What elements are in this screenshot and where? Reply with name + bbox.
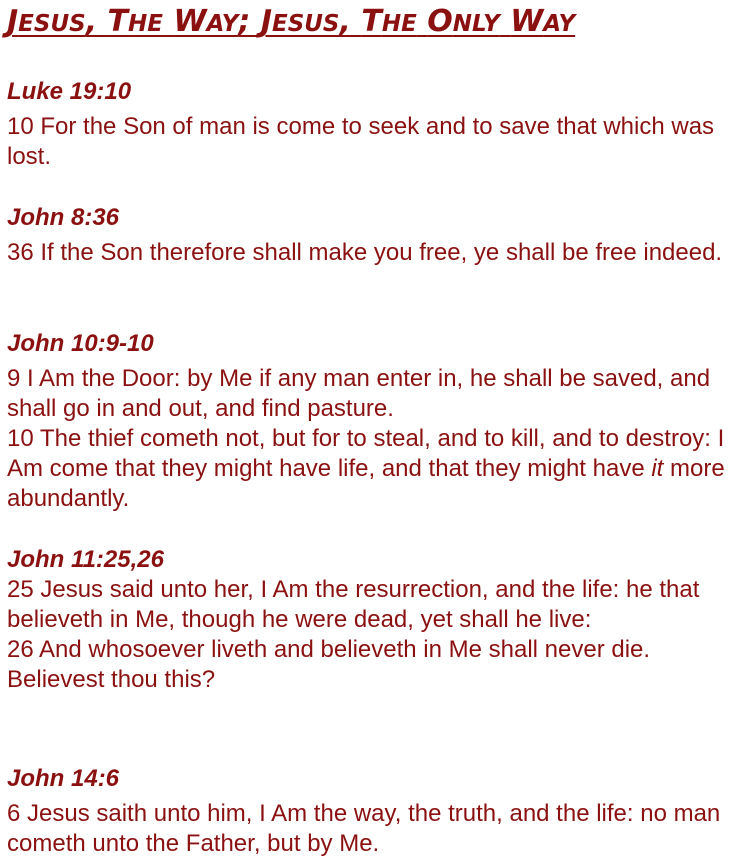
passage-john-11-25-26 [7,545,727,695]
title-separator [500,4,510,39]
passage-john-14-6 [7,764,727,859]
verse-text-part: more abundantly. [7,455,725,512]
title-separator [163,4,173,39]
title-word: HE [128,11,163,37]
title-word: O [427,4,453,39]
title-word: J [7,4,19,39]
verse-text: 26 And whosoever liveth and believeth in Me shall never die. Believest thou this? [7,636,651,693]
title-word: AY [543,11,576,37]
passage-reference: John 10:9-10 [7,330,154,357]
title-word: HE [381,11,417,37]
passage-reference: John 8:36 [7,204,120,231]
verse-text: 10 For the Son of man is come to seek and to save that which was lost. [7,113,715,170]
passage-reference: Luke 19:10 [7,78,132,105]
verse-italic-word: it [651,455,664,482]
title-separator: , [85,4,108,39]
passage-reference: John 11:25,26 [7,546,164,573]
passage-john-8-36 [7,203,727,268]
title-word: W [173,4,207,39]
verse-text [7,424,727,514]
verse-text: 25 Jesus said unto her, I Am the resurrection, and the life: he that believeth in Me, though he were dead, yet shall he live: [7,576,700,633]
title-word: NLY [452,11,500,37]
title-separator: ; [238,4,261,39]
title-separator [417,4,427,39]
title-word: J [260,4,272,39]
passage-luke-19-10 [7,77,727,172]
page-title [7,2,575,44]
title-word: T [107,4,129,39]
title-separator: , [339,4,362,39]
verse-text: 36 If the Son therefore shall make you free, ye shall be free indeed. [7,239,723,266]
title-word: AY [206,11,239,37]
verse-text: 6 Jesus saith unto him, I Am the way, the truth, and the life: no man cometh unto the Father, but by Me. [7,800,721,857]
title-word: T [361,4,382,39]
verse-text: 9 I Am the Door: by Me if any man enter in, he shall be saved, and shall go in and out, and find pasture. [7,365,711,422]
title-word: ESUS [271,11,340,37]
passage-reference: John 14:6 [7,765,120,792]
title-word: W [510,4,544,39]
verse-text-part: 10 The thief cometh not, but for to steal, and to kill, and to destroy: I Am come that they might have life, and that they might have [7,425,725,482]
title-word: ESUS [18,11,86,37]
passage-john-10-9-10 [7,329,727,514]
